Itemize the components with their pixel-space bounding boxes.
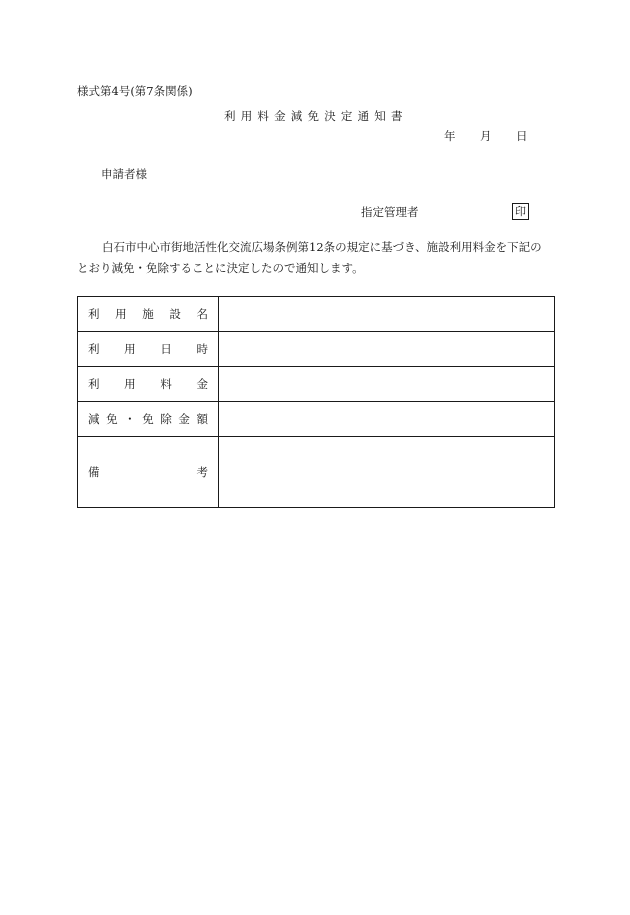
form-number: 様式第4号(第7条関係) xyxy=(77,84,193,98)
row-value-remarks[interactable] xyxy=(219,437,555,508)
label-char: ・ xyxy=(124,412,136,426)
seal-mark: 印 xyxy=(512,203,529,220)
date-day-label: 日 xyxy=(516,129,528,143)
label-char: 用 xyxy=(124,342,136,356)
table-row xyxy=(78,402,555,437)
body-text-line-1: 白石市中心市街地活性化交流広場条例第12条の規定に基づき、施設利用料金を下記の xyxy=(102,240,542,254)
row-label-usage-fee xyxy=(78,367,219,402)
label-char: 除 xyxy=(160,412,172,426)
label-char: 考 xyxy=(196,465,208,479)
row-label-reduction-amount xyxy=(78,402,219,437)
row-label-remarks xyxy=(78,437,219,508)
date-month-label: 月 xyxy=(480,129,492,143)
info-table xyxy=(77,296,555,508)
label-char: 設 xyxy=(169,307,181,321)
row-value-usage-datetime[interactable] xyxy=(219,332,555,367)
label-char: 金 xyxy=(178,412,190,426)
document-title: 利用料金減免決定通知書 xyxy=(224,109,408,123)
table-row xyxy=(78,297,555,332)
table-row xyxy=(78,437,555,508)
label-char: 免 xyxy=(106,412,118,426)
row-value-usage-fee[interactable] xyxy=(219,367,555,402)
row-value-reduction-amount[interactable] xyxy=(219,402,555,437)
label-char: 備 xyxy=(88,465,100,479)
date-year-label: 年 xyxy=(444,129,456,143)
row-value-facility-name[interactable] xyxy=(219,297,555,332)
label-char: 免 xyxy=(142,412,154,426)
label-char: 金 xyxy=(196,377,208,391)
label-char: 日 xyxy=(160,342,172,356)
label-char: 利 xyxy=(88,342,100,356)
label-char: 用 xyxy=(124,377,136,391)
label-char: 時 xyxy=(196,342,208,356)
label-char: 料 xyxy=(160,377,172,391)
date-line xyxy=(444,128,528,144)
body-text-line-2: とおり減免・免除することに決定したので通知します。 xyxy=(77,261,364,275)
table-row xyxy=(78,367,555,402)
label-char: 利 xyxy=(88,377,100,391)
issuer-label: 指定管理者 xyxy=(361,205,419,219)
label-char: 減 xyxy=(88,412,100,426)
row-label-facility-name xyxy=(78,297,219,332)
table-row xyxy=(78,332,555,367)
label-char: 名 xyxy=(196,307,208,321)
label-char: 利 xyxy=(88,307,100,321)
label-char: 施 xyxy=(142,307,154,321)
row-label-usage-datetime xyxy=(78,332,219,367)
label-char: 額 xyxy=(196,412,208,426)
recipient-line: 申請者様 xyxy=(101,167,147,181)
label-char: 用 xyxy=(115,307,127,321)
